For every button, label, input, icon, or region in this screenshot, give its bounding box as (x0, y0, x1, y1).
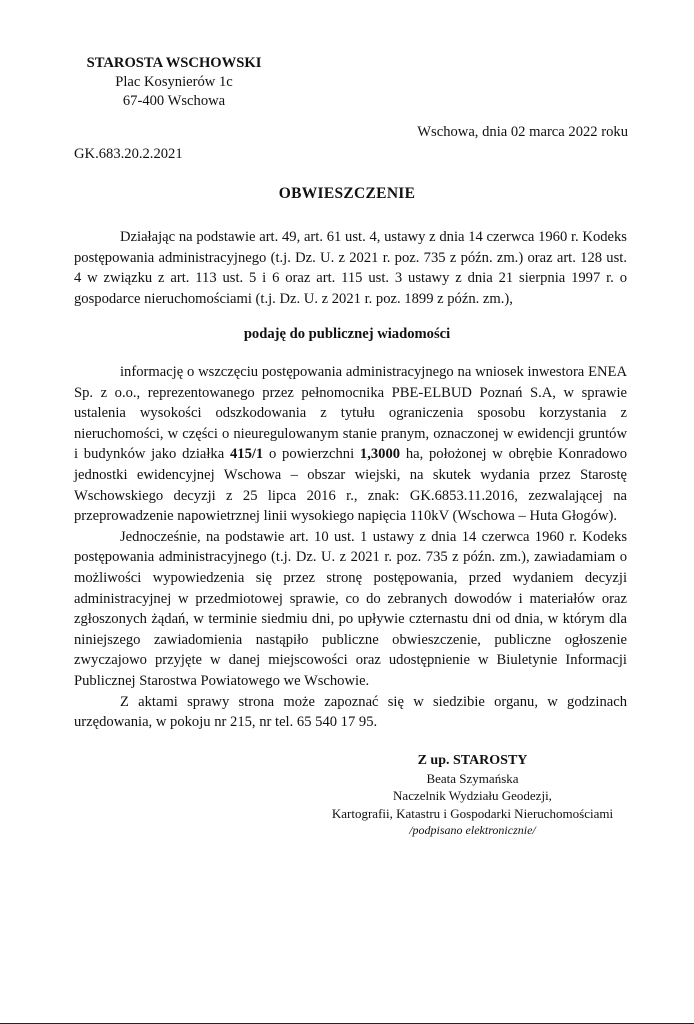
issuer-name: STAROSTA WSCHOWSKI (86, 55, 262, 71)
notice-paragraph-3: Z aktami sprawy strona może zapoznać się w siedzibie organu, w godzinach urzędowania, w pokoju nr 215, nr tel. 65 540 17 95. (74, 693, 627, 731)
issuer-address-city: 67-400 Wschowa (122, 93, 226, 109)
legal-basis-paragraph (74, 227, 627, 309)
para1-text-a: informację o wszczęciu postępowania administracyjnego na wniosek inwestora ENEA Sp. z o.o., reprezentowanego przez pełnomocnika PBE-ELBUD Poznań S.A, w sprawie ustalenia wysokości odszkodowania z tytułu ograniczenia sposobu korzystania z nieruchomości, w części o nieuregulowanym stanie pranym, oznaczonej w ewidencji gruntów i budynków jako działka (74, 364, 627, 463)
electronic-signature-note: /podpisano elektronicznie/ (409, 823, 536, 838)
signature-lead: Z up. STAROSTY (417, 753, 528, 768)
parcel-area: 1,3000 (359, 446, 401, 463)
notice-body (74, 362, 627, 733)
issuer-header (74, 54, 274, 111)
para1-text-b: o powierzchni (263, 446, 360, 463)
legal-basis-text: Działając na podstawie art. 49, art. 61 ust. 4, ustawy z dnia 14 czerwca 1960 r. Kodeks postępowania administracyjnego (t.j. Dz. U. z 2021 r. poz. 735 z późn. zm.) oraz art. 128 ust. 4 w związku z art. 113 ust. 5 i 6 oraz art. 115 ust. 3 ustawy z dnia 21 sierpnia 1997 r. o gospodarce nieruchomościami (t.j. Dz. U. z 2021 r. poz. 1899 z późn. zm.), (74, 229, 627, 307)
issuer-address-street: Plac Kosynierów 1c (115, 74, 233, 90)
document-date: Wschowa, dnia 02 marca 2022 roku (417, 124, 628, 140)
signatory-position-2: Kartografii, Katastru i Gospodarki Nieruchomościami (331, 805, 614, 821)
notice-paragraph-2: Jednocześnie, na podstawie art. 10 ust. 1 ustawy z dnia 14 czerwca 1960 r. Kodeks postępowania administracyjnego (t.j. Dz. U. z 2021 r. poz. 735 z późn. zm.), zawiadamiam o możliwości wypowiedzenia się przez stronę postępowania, przed wydaniem decyzji administracyjnej w przedmiotowej sprawie, co do zebranych dowodów i materiałów oraz zgłoszonych żądań, w terminie siedmiu dni, po upływie czternastu dni od dnia, w którym dla niniejszego zawiadomienia nastąpiło publiczne obwieszczenie, publiczne ogłoszenie zwyczajowo przyjęte w danej miejscowości oraz udostępnienie w Biuletynie Informacji Publicznej Starostwa Powiatowego we Wschowie. (74, 528, 627, 689)
signatory-position-1: Naczelnik Wydziału Geodezji, (393, 788, 552, 804)
reference-number: GK.683.20.2.2021 (74, 146, 183, 162)
para1-text-c: ha, położonej w obrębie Konradowo jednostki ewidencyjnej Wschowa – obszar wiejski, na skutek wydania przez Starostę Wschowskiego decyzji z 25 lipca 2016 r., znak: GK.6853.11.2016, zezwalającej na przeprowadzenie napowietrznej linii wysokiego napięcia 110kV (Wschowa – Huta Głogów). (74, 446, 628, 525)
announcement-heading: podaję do publicznej wiadomości (243, 326, 451, 342)
parcel-number: 415/1 (229, 446, 264, 463)
document-title: OBWIESZCZENIE (278, 185, 416, 202)
signature-block (320, 752, 625, 840)
notice-paragraph-1 (74, 362, 627, 527)
signatory-name: Beata Szymańska (426, 770, 519, 786)
